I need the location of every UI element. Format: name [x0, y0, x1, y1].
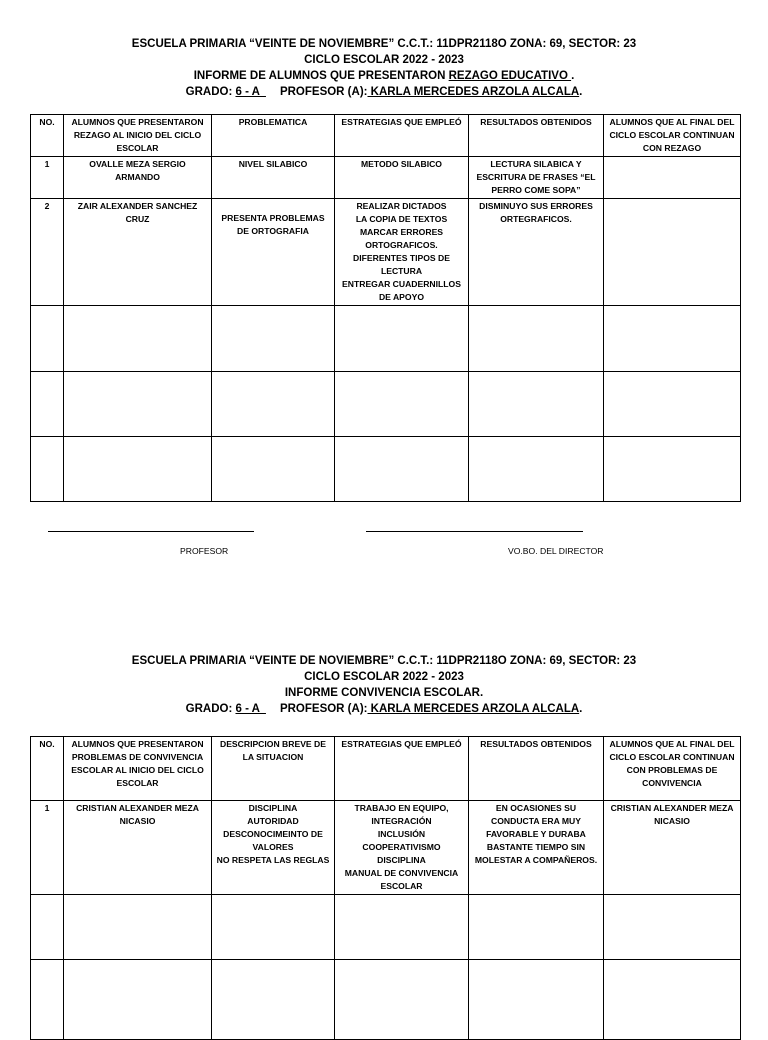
teacher-suffix: .	[579, 86, 583, 98]
signature-area	[0, 523, 768, 563]
school-header: ESCUELA PRIMARIA “VEINTE DE NOVIEMBRE” C.C.T.: 11DPR2118O ZONA: 69, SECTOR: 23	[131, 38, 637, 50]
report-title: INFORME CONVIVENCIA ESCOLAR.	[284, 687, 484, 699]
empty-cell	[604, 437, 741, 502]
strategies-cell	[335, 801, 469, 895]
row-number: 1	[31, 157, 64, 199]
column-header-results: RESULTADOS OBTENIDOS	[469, 115, 604, 157]
teacher-value: KARLA MERCEDES ARZOLA ALCALA	[367, 703, 580, 715]
grade-teacher-line	[0, 84, 768, 100]
empty-cell	[604, 306, 741, 372]
situation-item: AUTORIDAD	[247, 816, 299, 826]
results-cell: DISMINUYO SUS ERRORES ORTEGRAFICOS.	[469, 199, 604, 306]
rezago-table	[30, 114, 741, 502]
strategy-item: MARCAR ERRORES ORTOGRAFICOS.	[359, 227, 444, 250]
empty-cell	[604, 372, 741, 437]
results-cell: EN OCASIONES SU CONDUCTA ERA MUY FAVORABLE Y DURABA BASTANTE TIEMPO SIN MOLESTAR A COMPAÑEROS.	[469, 801, 604, 895]
empty-cell	[212, 306, 335, 372]
empty-cell	[64, 372, 212, 437]
remaining-cell	[604, 199, 741, 306]
column-header-problem: PROBLEMATICA	[212, 115, 335, 157]
situation-item: DISCIPLINA	[248, 803, 298, 813]
table-row	[31, 157, 741, 199]
table-row	[31, 199, 741, 306]
strategy-item: INTEGRACIÓN	[371, 816, 432, 826]
teacher-signature-line	[48, 531, 254, 532]
empty-cell	[335, 960, 469, 1040]
empty-cell	[469, 960, 604, 1040]
teacher-signature-label: PROFESOR	[180, 546, 229, 556]
empty-table-row	[31, 895, 741, 960]
strategy-item: REALIZAR DICTADOS	[356, 201, 447, 211]
strategy-item: ENTREGAR CUADERNILLOS DE APOYO	[342, 279, 461, 302]
teacher-label: PROFESOR (A):	[279, 86, 368, 98]
strategy-item: INCLUSIÓN	[377, 829, 426, 839]
empty-cell	[64, 960, 212, 1040]
director-signature-line	[366, 531, 583, 532]
grade-value: 6 - A	[235, 86, 266, 98]
report-title-underlined: REZAGO EDUCATIVO	[448, 70, 572, 82]
teacher-suffix: .	[579, 703, 583, 715]
strategy-item: DIFERENTES TIPOS DE LECTURA	[353, 253, 450, 276]
column-header-no: NO.	[31, 737, 64, 801]
column-header-results: RESULTADOS OBTENIDOS	[469, 737, 604, 801]
situation-item: DESCONOCIMEINTO DE VALORES	[223, 829, 323, 852]
column-header-no: NO.	[31, 115, 64, 157]
strategies-cell	[335, 157, 469, 199]
column-header-student: ALUMNOS QUE PRESENTARON REZAGO AL INICIO DEL CICLO ESCOLAR	[64, 115, 212, 157]
remaining-cell: CRISTIAN ALEXANDER MEZA NICASIO	[604, 801, 741, 895]
strategies-cell	[335, 199, 469, 306]
empty-cell	[31, 960, 64, 1040]
column-header-strategies: ESTRATEGIAS QUE EMPLEÓ	[335, 737, 469, 801]
empty-cell	[335, 306, 469, 372]
teacher-label: PROFESOR (A):	[279, 703, 368, 715]
strategy-item: METODO SILABICO	[360, 159, 442, 169]
strategy-item: DISCIPLINA	[377, 855, 426, 865]
grade-label: GRADO:	[185, 86, 236, 98]
empty-cell	[469, 895, 604, 960]
director-signature-label: VO.BO. DEL DIRECTOR	[508, 546, 604, 556]
row-number: 2	[31, 199, 64, 306]
school-cycle: CICLO ESCOLAR 2022 - 2023	[304, 671, 464, 683]
empty-cell	[212, 895, 335, 960]
student-name: CRISTIAN ALEXANDER MEZA NICASIO	[64, 801, 212, 895]
empty-table-row	[31, 960, 741, 1040]
student-name: ZAIR ALEXANDER SANCHEZ CRUZ	[64, 199, 212, 306]
empty-cell	[31, 306, 64, 372]
grade-value: 6 - A	[235, 703, 266, 715]
problem-cell: NIVEL SILABICO	[212, 157, 335, 199]
column-header-remaining: ALUMNOS QUE AL FINAL DEL CICLO ESCOLAR CONTINUAN CON REZAGO	[604, 115, 741, 157]
empty-cell	[212, 372, 335, 437]
strategy-item: LA COPIA DE TEXTOS	[355, 214, 448, 224]
empty-cell	[64, 306, 212, 372]
report-title	[0, 68, 768, 84]
report-title-prefix: INFORME DE ALUMNOS QUE PRESENTARON	[193, 70, 449, 82]
empty-cell	[469, 437, 604, 502]
empty-cell	[335, 372, 469, 437]
table-header-row	[31, 115, 741, 157]
empty-table-row	[31, 306, 741, 372]
column-header-strategies: ESTRATEGIAS QUE EMPLEÓ	[335, 115, 469, 157]
situation-cell	[212, 801, 335, 895]
grade-teacher-line	[0, 701, 768, 717]
table-row	[31, 801, 741, 895]
empty-table-row	[31, 372, 741, 437]
column-header-student: ALUMNOS QUE PRESENTARON PROBLEMAS DE CONVIVENCIA ESCOLAR AL INICIO DEL CICLO ESCOLAR	[64, 737, 212, 801]
student-name: OVALLE MEZA SERGIO ARMANDO	[64, 157, 212, 199]
strategy-item: COOPERATIVISMO	[362, 842, 441, 852]
empty-cell	[604, 895, 741, 960]
empty-cell	[212, 437, 335, 502]
empty-table-row	[31, 437, 741, 502]
empty-cell	[335, 895, 469, 960]
empty-cell	[31, 437, 64, 502]
results-cell: LECTURA SILABICA Y ESCRITURA DE FRASES “EL PERRO COME SOPA”	[469, 157, 604, 199]
empty-cell	[212, 960, 335, 1040]
grade-label: GRADO:	[185, 703, 236, 715]
empty-cell	[64, 437, 212, 502]
problem-cell: PRESENTA PROBLEMAS DE ORTOGRAFIA	[212, 199, 335, 306]
remaining-cell	[604, 157, 741, 199]
empty-cell	[335, 437, 469, 502]
row-number: 1	[31, 801, 64, 895]
school-cycle: CICLO ESCOLAR 2022 - 2023	[304, 54, 464, 66]
column-header-situation: DESCRIPCION BREVE DE LA SITUACION	[212, 737, 335, 801]
report-rezago-educativo	[0, 36, 768, 556]
strategy-item: MANUAL DE CONVIVENCIA ESCOLAR	[344, 868, 459, 891]
empty-cell	[31, 372, 64, 437]
empty-cell	[31, 895, 64, 960]
strategy-item: TRABAJO EN EQUIPO,	[354, 803, 449, 813]
convivencia-table	[30, 736, 741, 1040]
table-header-row	[31, 737, 741, 801]
situation-item: NO RESPETA LAS REGLAS	[216, 855, 330, 865]
report-convivencia-escolar	[0, 653, 768, 891]
empty-cell	[469, 306, 604, 372]
empty-cell	[604, 960, 741, 1040]
empty-cell	[469, 372, 604, 437]
teacher-value: KARLA MERCEDES ARZOLA ALCALA	[367, 86, 580, 98]
school-header: ESCUELA PRIMARIA “VEINTE DE NOVIEMBRE” C.C.T.: 11DPR2118O ZONA: 69, SECTOR: 23	[131, 655, 637, 667]
report-title-suffix: .	[571, 70, 575, 82]
column-header-remaining: ALUMNOS QUE AL FINAL DEL CICLO ESCOLAR CONTINUAN CON PROBLEMAS DE CONVIVENCIA	[604, 737, 741, 801]
empty-cell	[64, 895, 212, 960]
